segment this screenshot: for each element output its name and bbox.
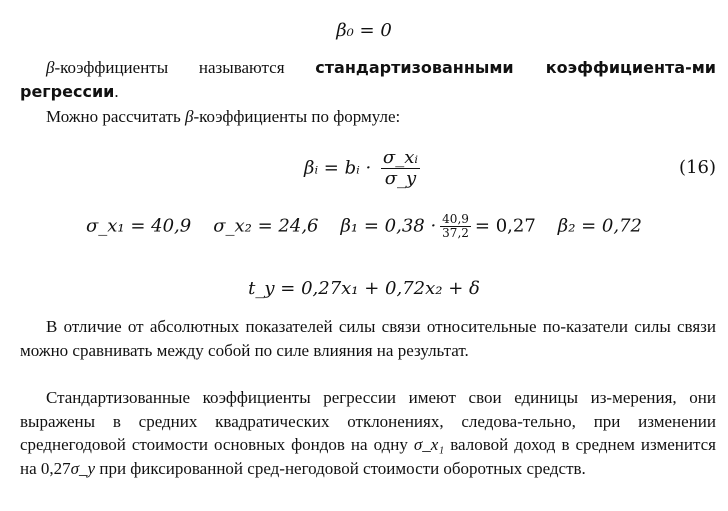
definition-text: -коэффициенты называются (54, 58, 316, 77)
beta1-denominator: 37,2 (442, 226, 469, 240)
beta1-numerator: 40,9 (442, 212, 469, 226)
paragraph-standardized (20, 386, 716, 480)
beta-symbol-2: β (184, 107, 194, 126)
sigma-x1-symbol: σ_x₁ (413, 435, 445, 454)
equation-16-numerator: σ_xᵢ (382, 147, 418, 168)
equation-beta0 (0, 20, 728, 42)
paragraph-comparison: В отличие от абсолютных показателей силы связи относительные по-казатели силы связи можно сравнивать между собой по силе влияния на результат. (20, 317, 716, 360)
equation-number-16: (16) (679, 157, 716, 178)
sigma-x2-value: σ_x₂ = 24,6 (213, 215, 319, 237)
standardized-text-3: при фиксированной сред-негодовой стоимости оборотных средств. (95, 458, 586, 478)
equation-16-denominator: σ_y (384, 168, 417, 189)
equation-beta0-text: β₀ = 0 (336, 20, 392, 41)
equation-16-lhs: βᵢ = bᵢ · (304, 157, 372, 179)
sigma-y-symbol: σ_y (70, 458, 96, 478)
standardized-text-2: валовой доход в среднем изменится на 0,27 (20, 435, 717, 478)
standardized-text-1: Стандартизованные коэффициенты регрессии имеют свои единицы из-мерения, они выражены в средних квадратических отклонениях, следова-тельно, при изменении среднегодовой стоимости основных фондов на одну (20, 388, 716, 454)
equation-16 (0, 148, 728, 189)
beta1-result: = 0,27 (474, 215, 536, 237)
definition-bold-term: стандартизованными коэффициента-ми регрессии (20, 58, 716, 101)
definition-end: . (114, 81, 119, 101)
beta1-fraction (440, 213, 471, 240)
sigma-x1-value: σ_x₁ = 40,9 (85, 215, 192, 237)
beta-symbol: β (46, 58, 55, 77)
beta1-prefix: β₁ = 0,38 · (340, 215, 437, 237)
equation-ty-text: t_y = 0,27x₁ + 0,72x₂ + δ (248, 278, 480, 299)
formula-intro-after: -коэффициенты по формуле: (193, 107, 401, 126)
equation-16-fraction (381, 148, 420, 189)
values-line (0, 213, 728, 240)
formula-intro-text: Можно рассчитать (46, 107, 185, 126)
equation-ty (0, 278, 728, 300)
paragraph-formula-intro (20, 105, 716, 129)
beta2-value: β₂ = 0,72 (557, 215, 643, 237)
paragraph-definition (20, 56, 716, 103)
